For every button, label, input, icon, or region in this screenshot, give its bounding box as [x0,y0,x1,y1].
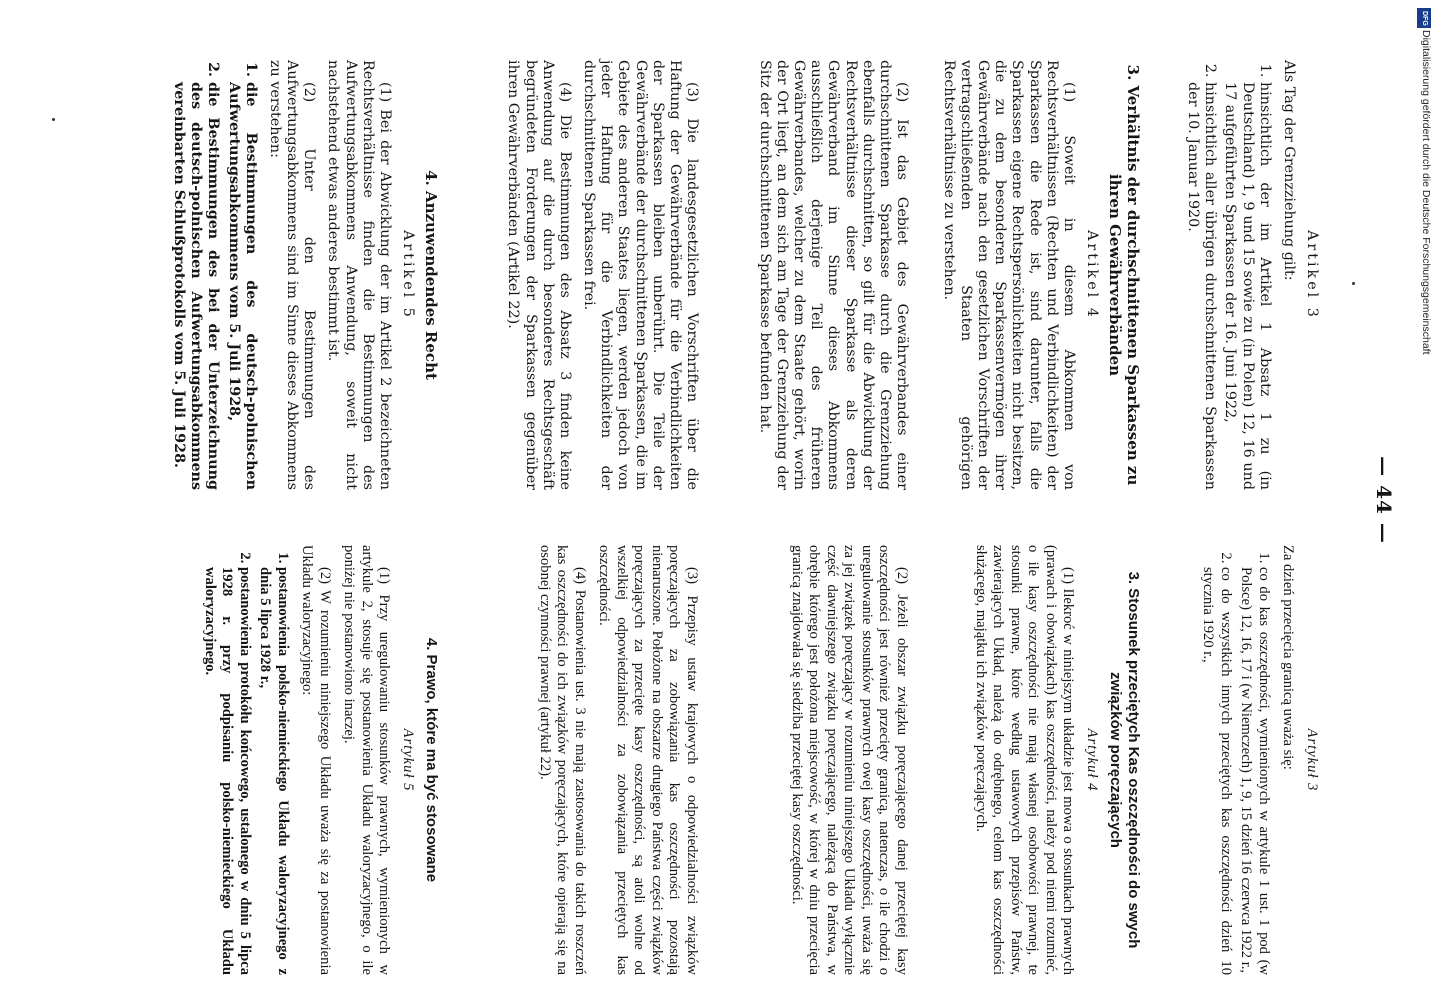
polish-art3-list [1199,545,1272,975]
polish-art4-para-3-4-block [529,545,701,975]
polish-art4-para-4: (4) Postanowienia ust. 3 nie mają zastosowania do takich roszczeń kas oszczędności do ich związków poręczających, które opierają się na osobnej czynności prawnej (artykuł 22). [537,545,588,975]
german-art3-title: Artikel 3 [1304,230,1320,320]
german-art4-para-3: (3) Die landesgesetzlichen Vorschriften über die Haftung der Gewährverbände für die Verbindlichkeiten der Sparkassen bleiben unberührt. Die Teile der Gewährverbände der durchschnittenen Sparkassen, die im Gebiete des anderen Staates liegen, werden jedoch von jeder Haftung für die Verbindlichkeiten der durchschnittenen Sparkassen frei. [581,60,700,490]
german-art4-para-4: (4) Die Bestimmungen des Absatz 3 finden keine Anwendung auf die durch besonderes Rechtsgeschäft begründeten Forderungen der Sparkassen gegenüber ihren Gewährverbänden (Artikel 22). [505,60,573,490]
scan-speck [1352,282,1355,285]
german-section-4 [164,60,440,490]
list-item: 1. postanowienia polsko-niemieckiego Układu waloryzacyjnego z dnia 5 lipca 1928 r., [256,567,291,975]
list-item: 1. die Bestimmungen des deutsch-polnischen Aufwertungsabkommens vom 5. Juli 1928, [224,82,258,490]
german-art5-para-1: (1) Bei der Abwicklung der im Artikel 2 bezeichneten Rechtsverhältnisse finden die Bestimmungen des Aufwertungsabkommens Anwendung, soweit nicht nachstehend etwas anderes bestimmt ist. [325,60,393,490]
german-art3-intro: Als Tag der Grenzziehung gilt: [1280,60,1297,281]
polish-column [20,545,1320,975]
polish-section-3 [965,545,1143,975]
list-item: 2. postanowienia protokółu końcowego, ustalonego w dniu 5 lipca 1928 r. przy podpisaniu polsko-niemieckiego Układu waloryzacyjnego. [201,567,254,975]
polish-art4-title: Artykuł 4 [1084,728,1100,792]
list-item: 2. hinsichtlich aller übrigen durchschnittenen Sparkassen der 10. Januar 1920. [1184,82,1218,490]
polish-art4-para-1: (1) Ilekroć w niniejszym układzie jest mowa o stosunkach prawnych (prawach i obowiązkach) kas oszczędności, należy pod niemi rozumieć, o ile kasy oszczędności nie mają własnej osobowości prawnej, te stosunki prawne, które według ustawowych przepisów Państw, zawierających Układ, należą do odrębnego, celom kas oszczędności służącego, majątku ich związków poręczających. [973,545,1077,975]
polish-art3-intro: Za dzień przecięcia granicą uważa się: [1280,545,1297,770]
polish-art4-para-3: (3) Przepisy ustaw krajowych o odpowiedzialności związków poręczających za zobowiązania kas oszczędności pozostają nienaruszone. Położone na obszarze drugiego Państwa części związków poręczających za przecięte kasy oszczędności, są atoli wolne od wszelkiej odpowiedzialności za zobowiązania przeciętych kas oszczędności. [596,545,700,975]
polish-sec3-heading: 3. Stosunek przeciętych Kas oszczędności do swych związków poręczających [1107,571,1142,949]
polish-art4-para-2-block [781,545,911,975]
polish-art4-para-2: (2) Jeżeli obszar związku poręczającego danej przeciętej kasy oszczędności jest również przecięty granicą, natenczas, o ile chodzi o uregulowanie stosunków prawnych owej kasy oszczędności, uważa się za jej związek poręczający w rozumieniu niniejszego Układu wyłącznie część dawniejszego związku poręczającego, należącą do Państwa, w obrębie którego jest położona miejscowość, w której w dniu przecięcia granicą znajdowała się siedziba przeciętej kasy oszczędności. [789,545,910,975]
page-number: — 44 — [1372,456,1396,544]
german-art5-list [170,60,259,490]
list-item: 2. co do wszystkich innych przeciętych kas oszczędności dzień 10 stycznia 1920 r., [1199,567,1234,975]
list-item: 1. co do kas oszczędności, wymienionych w artykule 1 ust. 1 pod (w Polsce) 12, 16, 17 i (w Niemczech) 1, 9, 15 dzień 16 czerwca 1922 r., [1237,567,1272,975]
german-art4-para-2: (2) Ist das Gebiet des Gewährverbandes einer durchschnittenen Sparkasse durch die Grenzziehung ebenfalls durchschnitten, so gilt für die Abwicklung der Rechtsverhältnisse dieser Sparkasse als deren Gewährverband im Sinne dieses Abkommens ausschließlich derjenige Teil des früheren Gewährverbandes, welcher zu dem Staate gehört, worin der Ort liegt, an dem sich am Tage der Grenzziehung der Sitz der durchschnittenen Sparkasse befunden hat. [756,60,910,490]
polish-art5-list [201,545,292,975]
german-section-3 [933,60,1142,490]
scan-speck [52,118,55,121]
german-art4-para-1: (1) Soweit in diesem Abkommen von Rechtsverhältnissen (Rechten und Verbindlichkeiten) der Sparkassen die Rede ist, sind darunter, falls die Sparkassen eigene Rechtspersönlichkeiten nicht besitzen, die zu dem besonderen Sparkassenvermögen ihrer Gewährverbände nach den gesetzlichen Vorschriften der vertragschließenden Staaten gehörigen Rechtsverhältnisse zu verstehen. [940,60,1077,490]
german-art3-list [1184,60,1273,490]
polish-article-3 [1193,545,1320,975]
list-item: 2. die Bestimmungen des bei der Unterzeichnung des deutsch-polnischen Aufwertungsabkommens vereinbarten Schlußprotokolls vom 5. Juli 1928. [170,82,221,490]
german-sec4-heading: 4. Anzuwendendes Recht [422,170,440,380]
german-art4-para-3-4-block [497,60,700,490]
dfg-credit-wrapper [1416,30,1432,990]
polish-section-4 [195,545,441,975]
dfg-credit-text: Digitalisierung gefördert durch die Deutsche Forschungsgemeinschaft [1420,30,1432,355]
dfg-credit-strip [1416,8,1432,998]
german-art5-title: Artikel 5 [400,230,416,320]
german-sec3-heading: 3. Verhältnis der durchschnittenen Sparkassen zu ihren Gewährverbänden [1106,64,1142,486]
list-item: 1. hinsichtlich der im Artikel 1 Absatz 1 zu (in Deutschland) 1, 9 und 15 sowie zu (in Polen) 12, 16 und 17 aufgeführten Sparkassen der 16. Juni 1922, [1221,82,1272,490]
polish-art5-para-2: (2) W rozumieniu niniejszego Układu uważa się za postanowienia Układu waloryzacyjnego: [299,545,333,975]
german-art4-para-2-block [749,60,910,490]
german-column [20,60,1320,490]
polish-art5-para-1: (1) Przy uregulowaniu stosunków prawnych, wymienionych w artykule 2, stosuje się postanowienia Układu waloryzacyjnego, o ile poniżej nie postanowiono inaczej. [341,545,393,975]
dfg-logo-icon: DFG [1417,8,1431,28]
polish-art3-title: Artykuł 3 [1304,728,1320,792]
german-art4-title: Artikel 4 [1084,230,1100,320]
polish-sec4-heading: 4. Prawo, które ma być stosowane [423,637,440,883]
polish-art5-title: Artykuł 5 [400,728,416,792]
german-article-3 [1178,60,1320,490]
german-art5-para-2: (2) Unter den Bestimmungen des Aufwertungsabkommens sind im Sinne dieses Abkommens zu verstehen: [266,60,318,490]
